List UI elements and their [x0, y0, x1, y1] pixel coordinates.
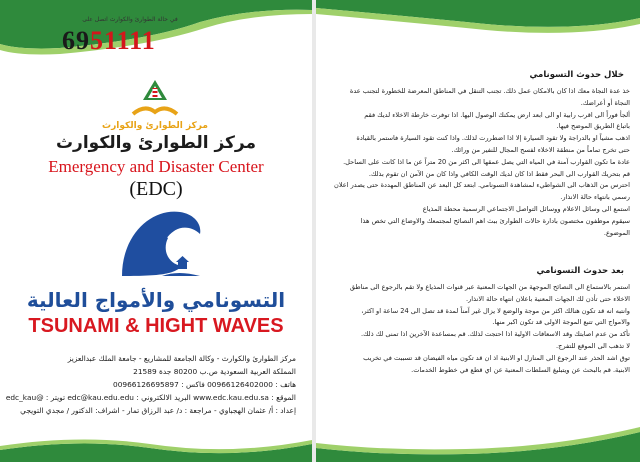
section-title-during: خلال حدوث التسونامي: [529, 70, 624, 80]
contact-line: الموقع : www.edc.kau.edu.sa البريد الالكتروني : edc@kau.edu.edu تويتر : @edc_kau: [5, 393, 296, 402]
left-page: [0, 0, 312, 462]
tsunami-wave-icon: [118, 204, 204, 280]
hotline-caption: في حالة الطوارئ والكوارث اتصل على: [82, 16, 178, 23]
paragraph-line: ألجأ فوراً الى اقرب رابية او الى ابعد ارض يمكنك الوصول اليها. اذا توفرت خارطة الاخلاء لديك فقم: [364, 110, 630, 119]
top-right-swoosh: [316, 0, 640, 50]
topic-title-english: TSUNAMI & HIGHT WAVES: [28, 315, 284, 337]
right-page: [316, 0, 640, 462]
paragraph-line: اذهب مشياً او بالدراجة ولا تقود السيارة إلا اذا اضطررت لذلك. واذا كنت تقود السيارة فاستمر بالقيادة: [356, 134, 630, 143]
paragraph-line: حتى تخرج تماماً من منطقة الاخلاء لفسح المجال للنفير من ورائك.: [451, 145, 630, 154]
paragraph-line: وانتبه انه قد تكون هنالك اكثر من موجة والوضع لا يزال غير آمناً لمدة قد تصل الى 24 ساعة او اكثر،: [361, 306, 630, 315]
paragraph-line: استمر بالاستماع الى النصائح الموجهة من الجهات المعنية عبر قنوات المذياع ولا تقم بالرجوع الى مناطق: [349, 283, 630, 291]
paragraph-line: عادة ما تكون القوارب آمنة في المياه التي يصل عمقها الى اكثر من 20 متراً عن ما اذا كانت على الساحل.: [343, 157, 630, 166]
section-body-during: [322, 86, 630, 239]
hotline-part2: 51111: [90, 26, 156, 55]
section-body-after: [322, 282, 630, 376]
contact-block: [5, 352, 296, 417]
hotline-part1: 69: [62, 26, 90, 55]
logo-text: مركز الطوارئ والكوارث: [102, 121, 208, 131]
top-green-swoosh: [0, 0, 312, 60]
contact-line: هاتف : 00966126402000 فاكس : 00966126695897: [113, 380, 296, 389]
paragraph-line: النجاة أو أعراضك.: [580, 98, 630, 107]
paragraph-line: لا تذهب الى الموقع للتفرج.: [556, 341, 630, 350]
center-name-arabic: مركز الطوارئ والكوارث: [55, 133, 257, 153]
bottom-green-swoosh: [0, 420, 312, 462]
paragraph-line: تأكد من عدم اصابتك وقد الاسعافات الاولية اذا احتجت لذلك. قم بمساعدة الآخرين اذا تمنى لك ذلك.: [361, 330, 630, 339]
paragraph-line: الابنية. قم بالبحث عن ويتبليغ السلطات المعنية عن اي قطع في خطوط الخدمات.: [411, 365, 630, 374]
paragraph-line: والامواج التي تتبع الموجة الاولى قد تكون اكبر منها.: [492, 318, 630, 327]
bottom-right-swoosh: [316, 424, 640, 462]
paragraph-line: احترس من الذهاب الى الشواطيء لمشاهدة التسونامي. ابتعد كل البعد عن المناطق المهددة حتى يصدر اعلان: [333, 181, 630, 190]
paragraph-line: رسمي بانتهاء حالة الانذار.: [560, 193, 630, 202]
section-title-after: بعد حدوث التسونامي: [536, 266, 624, 276]
contact-line: مركز الطوارئ والكوارث - وكالة الجامعة للمشاريع - جامعة الملك عبدالعزيز: [67, 354, 296, 363]
paragraph-line: توق اشد الحذر عند الرجوع الى المنازل او الابنية اذ ان قد تكون مياه الفيضان قد تسببت في تخريب: [363, 353, 630, 362]
paragraph-line: الاخلاء حتى تأذن لك الجهات المعنية باعلان انتهاء حالة الانذار.: [465, 294, 630, 303]
paragraph-line: سيقوم موظفون مختصون بادارة حالات الطوارئ ببث اهم النصائح لمجتمعك والاوضاع التي تخص هذا: [360, 216, 630, 225]
center-abbreviation: (EDC): [129, 178, 183, 200]
paragraph-line: خذ عدة النجاة معك اذا كان بالامكان عمل ذلك. تجنب التنقل في المناطق المعرضة للخطورة لتجنب عدة: [349, 87, 630, 95]
hotline-number: [62, 26, 156, 56]
topic-title-arabic: التسونامي والأمواج العالية: [26, 288, 286, 312]
contact-line: المملكة العربية السعودية ص.ب 80200 جدة 21589: [133, 367, 296, 376]
paragraph-line: قم بتحريك القوارب الى البحر فقط اذا كان لديك الوقت الكافي واذا كان من الآمن ان تقوم بذلك.: [368, 169, 630, 178]
edc-logo: [102, 76, 208, 132]
paragraph-line: استمع الى وسائل الاعلام ووسائل التواصل الاجتماعي الرسمية محطة المذياع: [422, 204, 630, 213]
paragraph-line: باتباع الطريق الموضح فيها.: [556, 122, 630, 131]
paragraph-line: الموضوع.: [603, 228, 630, 237]
center-name-english: Emergency and Disaster Center: [48, 157, 264, 176]
contact-line: إعداد : أ/ عثمان الهجباوي - مراجعة : د/ عبد الرزاق تمار - اشراف: الدكتور / مجدي التويجي: [20, 406, 296, 415]
